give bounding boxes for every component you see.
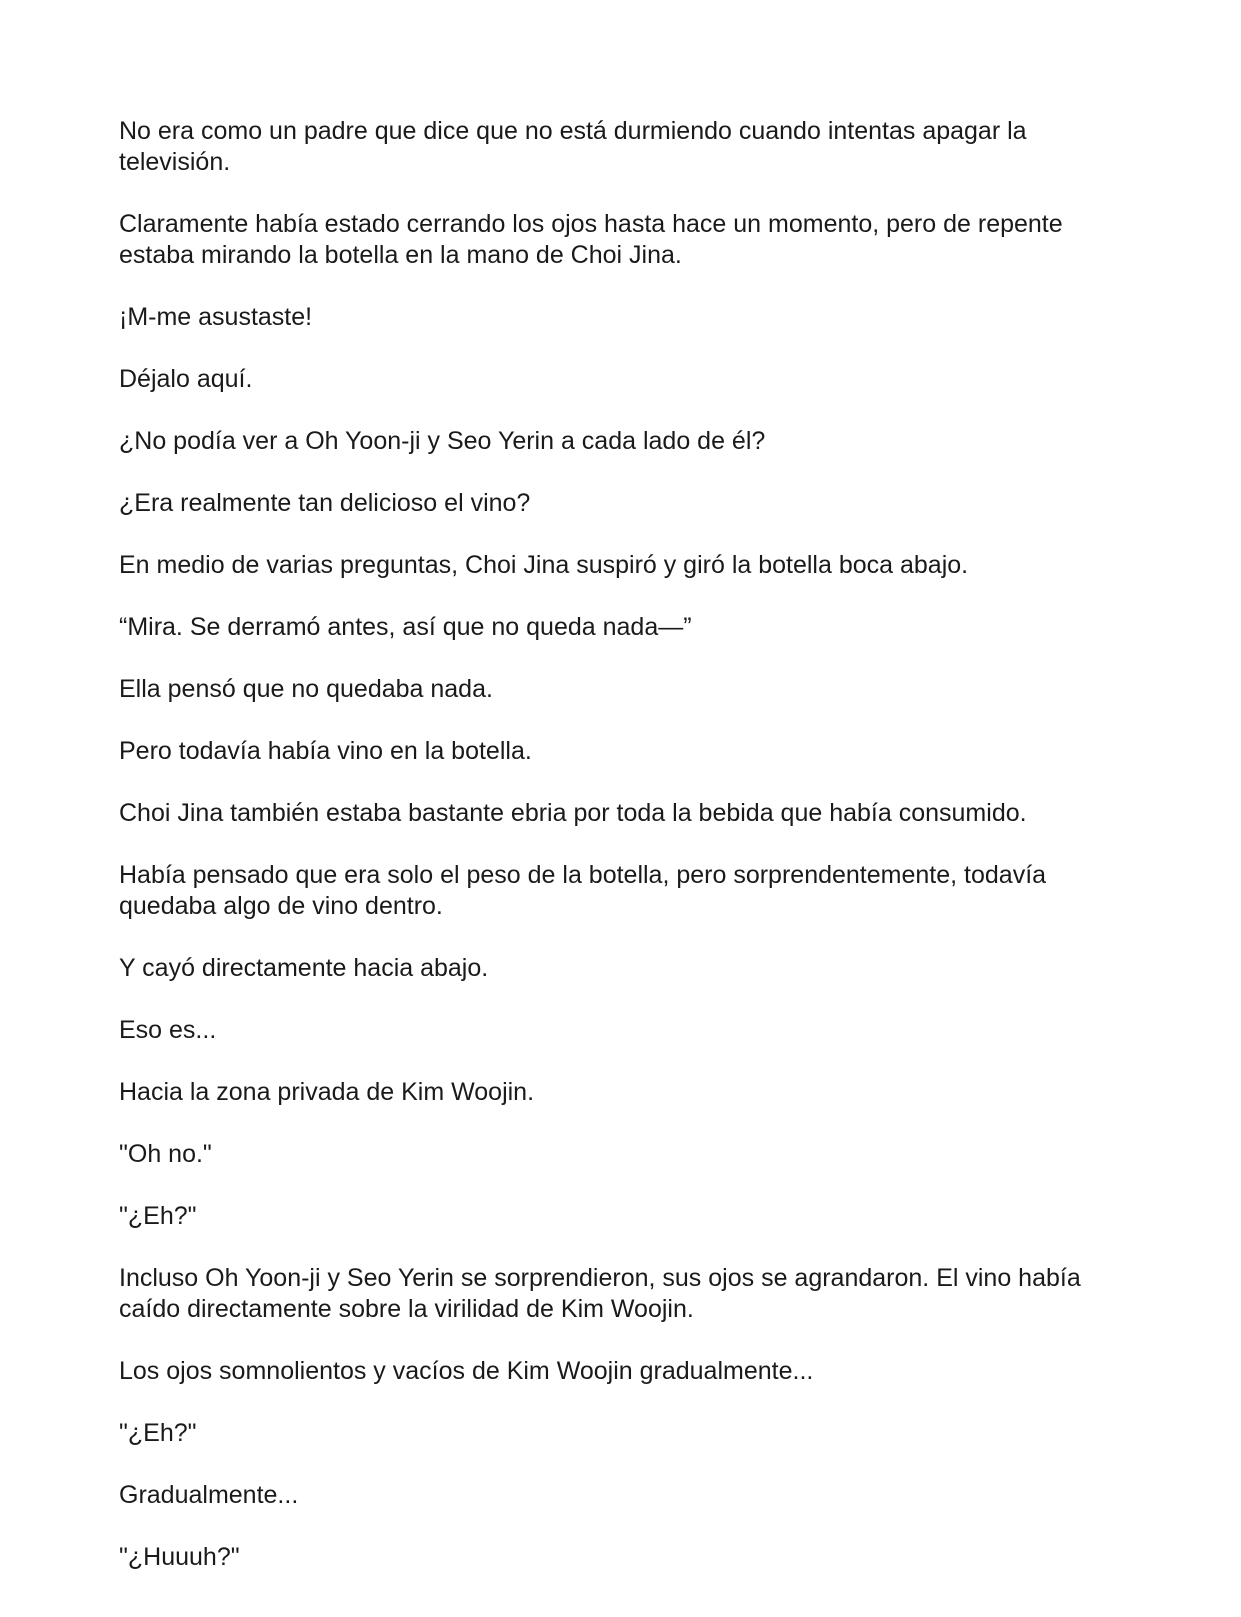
paragraph: Hacia la zona privada de Kim Woojin. [119,1078,535,1106]
paragraph: "Oh no." [119,1140,212,1168]
paragraph: Y cayó directamente hacia abajo. [119,954,489,982]
document-body [119,116,1129,1604]
paragraph: Había pensado que era solo el peso de la botella, pero sorprendentemente, todavía quedaba algo de vino dentro. [119,861,1047,920]
paragraph: ¿No podía ver a Oh Yoon-ji y Seo Yerin a cada lado de él? [119,427,766,455]
paragraph: Claramente había estado cerrando los ojos hasta hace un momento, pero de repente estaba mirando la botella en la mano de Choi Jina. [119,210,1063,269]
paragraph: "¿Eh?" [119,1419,197,1447]
paragraph: Eso es... [119,1016,217,1044]
paragraph: "¿Eh?" [119,1202,197,1230]
paragraph: No era como un padre que dice que no está durmiendo cuando intentas apagar la televisión. [119,117,1027,176]
paragraph: ¡M-me asustaste! [119,303,313,331]
paragraph: Los ojos somnolientos y vacíos de Kim Woojin gradualmente... [119,1357,814,1385]
paragraph: Choi Jina también estaba bastante ebria por toda la bebida que había consumido. [119,799,1027,827]
paragraph: Pero todavía había vino en la botella. [119,737,532,765]
paragraph: Incluso Oh Yoon-ji y Seo Yerin se sorprendieron, sus ojos se agrandaron. El vino había caído directamente sobre la virilidad de Kim Woojin. [119,1264,1081,1323]
paragraph: "¿Huuuh?" [119,1543,240,1571]
paragraph: Déjalo aquí. [119,365,253,393]
paragraph: Gradualmente... [119,1481,299,1509]
paragraph: ¿Era realmente tan delicioso el vino? [119,489,531,517]
paragraph: “Mira. Se derramó antes, así que no queda nada—” [119,613,692,641]
paragraph: Ella pensó que no quedaba nada. [119,675,493,703]
paragraph: En medio de varias preguntas, Choi Jina suspiró y giró la botella boca abajo. [119,551,969,579]
